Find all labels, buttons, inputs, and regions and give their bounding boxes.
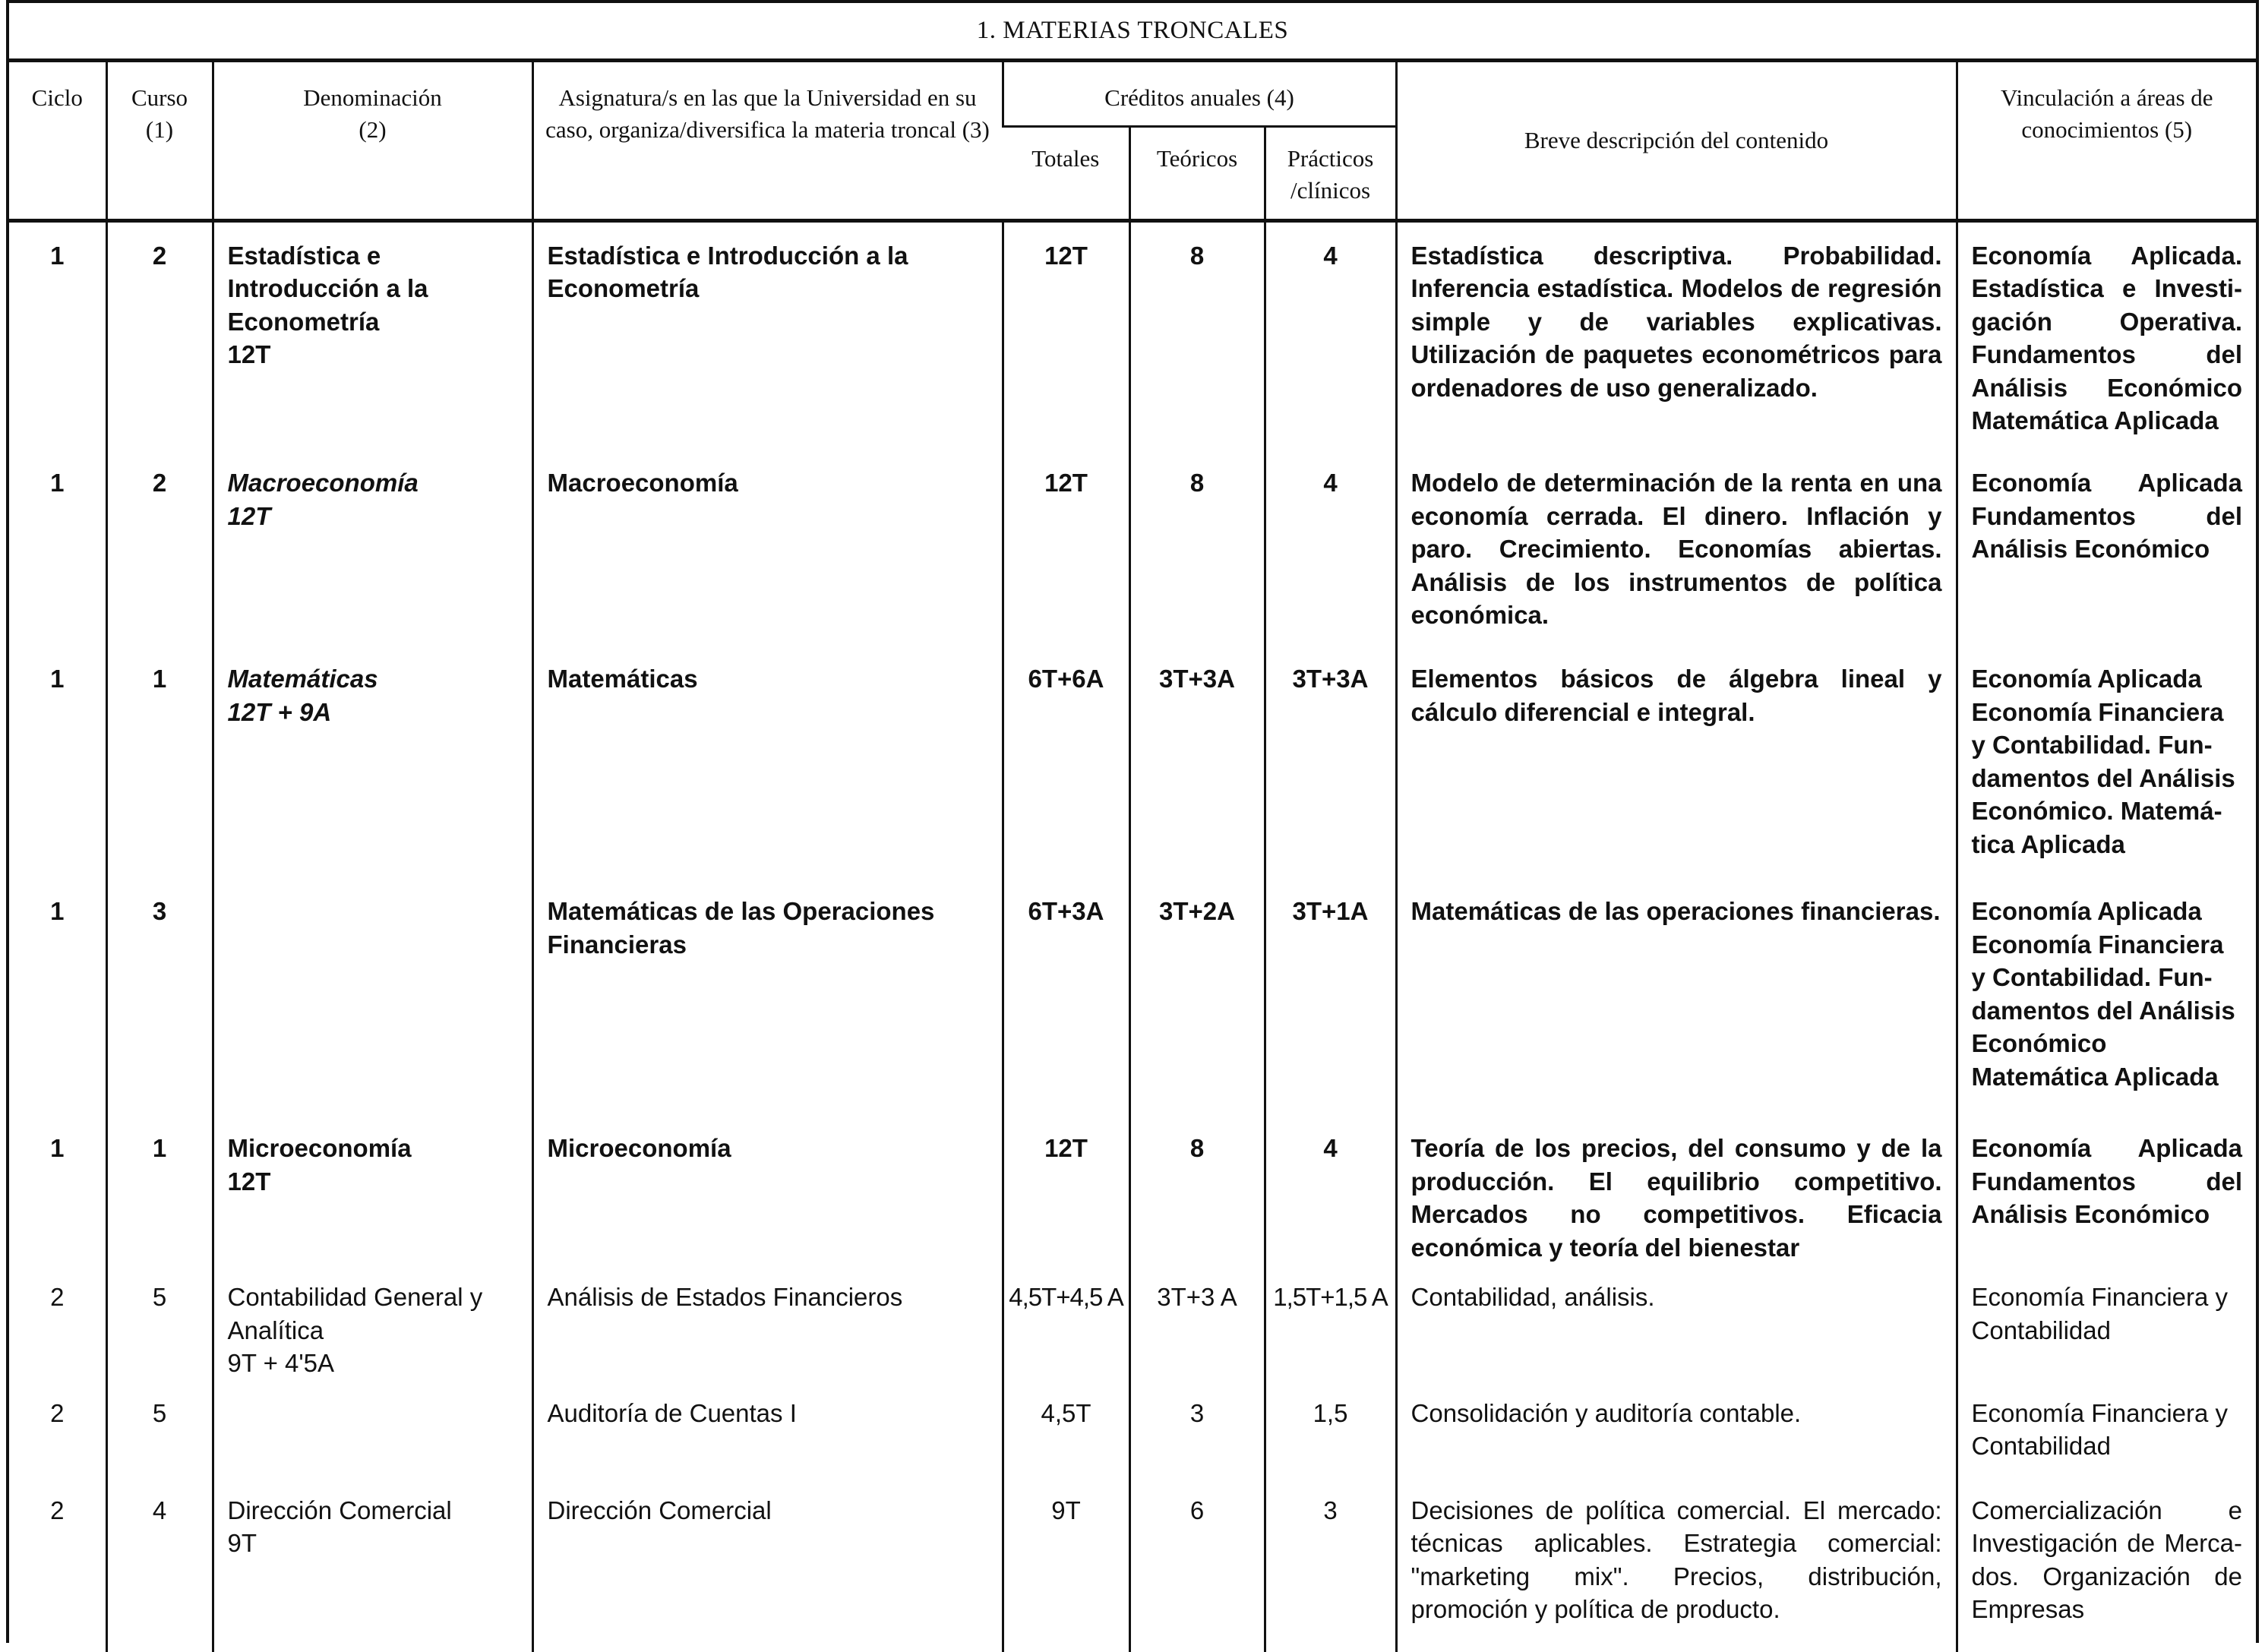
cell-teoricos: 8	[1129, 220, 1265, 450]
cell-vinculacion: Economía Aplicada Economía Financiera y Contabilidad. Fun-damentos del Análisis Económico. Matemá-tica Aplicada	[1957, 646, 2256, 878]
cell-ciclo: 1	[50, 665, 65, 693]
cell-descripcion: Decisiones de política comercial. El mercado: técnicas aplicables. Estrategia comercial: "marketing mix". Precios, distribución, promoción y política de producto.	[1396, 1477, 1957, 1652]
cell-practicos: 4	[1265, 220, 1396, 450]
cell-totales: 6T+6A	[1003, 646, 1129, 878]
cell-asignatura: Dirección Comercial	[532, 1477, 1003, 1652]
cell-ciclo: 2	[50, 1398, 65, 1427]
cell-descripcion: Matemáticas de las operaciones financieras.	[1396, 878, 1957, 1115]
table-row	[9, 878, 2256, 1115]
cell-practicos: 3T+3A	[1265, 646, 1396, 878]
cell-vinculacion: Economía Aplicada. Estadística e Investi-gación Operativa. Fundamentos del Análisis Económico Matemática Aplicada	[1957, 220, 2256, 450]
cell-totales: 12T	[1003, 1115, 1129, 1264]
cell-teoricos: 8	[1129, 450, 1265, 646]
document-sheet	[6, 0, 2259, 1643]
header-ciclo: Ciclo	[9, 62, 106, 220]
cell-asignatura: Estadística e Introducción a la Econometría	[532, 220, 1003, 450]
cell-totales: 12T	[1003, 450, 1129, 646]
cell-ciclo: 1	[50, 1134, 65, 1162]
cell-denominacion: Macroeconomía 12T	[213, 450, 532, 646]
cell-asignatura: Microeconomía	[532, 1115, 1003, 1264]
cell-ciclo: 2	[50, 1496, 65, 1524]
table-body	[9, 220, 2256, 1652]
header-denominacion: Denominación (2)	[213, 62, 532, 220]
cell-asignatura: Matemáticas	[532, 646, 1003, 878]
cell-denominacion: Microeconomía 12T	[213, 1115, 532, 1264]
cell-asignatura: Análisis de Estados Financieros	[532, 1264, 1003, 1380]
materias-troncales-table	[9, 62, 2256, 1652]
cell-ciclo: 1	[50, 241, 65, 270]
header-creditos-anuales: Créditos anuales (4)	[1003, 62, 1396, 126]
cell-curso: 3	[106, 878, 213, 1115]
cell-ciclo: 1	[50, 897, 65, 925]
table-row	[9, 450, 2256, 646]
cell-teoricos: 8	[1129, 1115, 1265, 1264]
cell-teoricos: 6	[1129, 1477, 1265, 1652]
table-row	[9, 646, 2256, 878]
cell-ciclo: 2	[50, 1283, 65, 1311]
cell-descripcion: Estadística descriptiva. Probabilidad. Inferencia estadística. Modelos de regresión simple y de variables explicativas. Utilización de paquetes econométricos para ordenadores de uso generalizado.	[1396, 220, 1957, 450]
header-descripcion: Breve descripción del contenido	[1396, 62, 1957, 220]
header-curso: Curso (1)	[106, 62, 213, 220]
cell-totales: 6T+3A	[1003, 878, 1129, 1115]
cell-descripcion: Contabilidad, análisis.	[1396, 1264, 1957, 1380]
cell-asignatura: Macroeconomía	[532, 450, 1003, 646]
cell-denominacion	[213, 878, 532, 1115]
cell-vinculacion: Comercialización e Investigación de Merca-dos. Organización de Empresas	[1957, 1477, 2256, 1652]
cell-practicos: 3	[1265, 1477, 1396, 1652]
cell-curso: 4	[106, 1477, 213, 1652]
cell-practicos: 4	[1265, 1115, 1396, 1264]
cell-denominacion: Dirección Comercial 9T	[213, 1477, 532, 1652]
cell-asignatura: Auditoría de Cuentas I	[532, 1380, 1003, 1477]
cell-descripcion: Teoría de los precios, del consumo y de la producción. El equilibrio competitivo. Mercados no competitivos. Eficacia económica y teoría del bienestar	[1396, 1115, 1957, 1264]
cell-totales: 4,5T	[1003, 1380, 1129, 1477]
cell-descripcion: Modelo de determinación de la renta en una economía cerrada. El dinero. Inflación y paro. Crecimiento. Economías abiertas. Análisis de los instrumentos de política económica.	[1396, 450, 1957, 646]
table-row	[9, 1115, 2256, 1264]
cell-practicos: 4	[1265, 450, 1396, 646]
header-vinculacion: Vinculación a áreas de conocimientos (5)	[1957, 62, 2256, 220]
cell-practicos: 1,5	[1265, 1380, 1396, 1477]
cell-curso: 2	[106, 450, 213, 646]
table-row	[9, 1380, 2256, 1477]
cell-vinculacion: Economía Aplicada Economía Financiera y Contabilidad. Fun-damentos del Análisis Económico Matemática Aplicada	[1957, 878, 2256, 1115]
cell-teoricos: 3	[1129, 1380, 1265, 1477]
cell-ciclo: 1	[50, 469, 65, 497]
cell-curso: 5	[106, 1264, 213, 1380]
cell-curso: 1	[106, 646, 213, 878]
cell-denominacion: Contabilidad General y Analítica 9T + 4'5A	[213, 1264, 532, 1380]
table-row	[9, 1477, 2256, 1652]
cell-totales: 12T	[1003, 220, 1129, 450]
header-teoricos: Teóricos	[1129, 126, 1265, 220]
cell-denominacion: Estadística e Introducción a la Econometría 12T	[213, 220, 532, 450]
cell-curso: 2	[106, 220, 213, 450]
cell-denominacion	[213, 1380, 532, 1477]
cell-totales: 9T	[1003, 1477, 1129, 1652]
cell-teoricos: 3T+3A	[1129, 646, 1265, 878]
cell-practicos: 1,5T+1,5 A	[1265, 1264, 1396, 1380]
table-header	[9, 62, 2256, 220]
cell-totales: 4,5T+4,5 A	[1003, 1264, 1129, 1380]
cell-teoricos: 3T+3 A	[1129, 1264, 1265, 1380]
cell-vinculacion: Economía Aplicada Fundamentos del Análisis Económico	[1957, 1115, 2256, 1264]
cell-descripcion: Elementos básicos de álgebra lineal y cálculo diferencial e integral.	[1396, 646, 1957, 878]
header-totales: Totales	[1003, 126, 1129, 220]
cell-teoricos: 3T+2A	[1129, 878, 1265, 1115]
cell-curso: 5	[106, 1380, 213, 1477]
header-asignaturas: Asignatura/s en las que la Universidad en su caso, organiza/diversifica la materia troncal (3)	[532, 62, 1003, 220]
cell-asignatura: Matemáticas de las Operaciones Financieras	[532, 878, 1003, 1115]
page-title: 1. MATERIAS TRONCALES	[9, 3, 2256, 62]
cell-denominacion: Matemáticas 12T + 9A	[213, 646, 532, 878]
cell-vinculacion: Economía Financiera y Contabilidad	[1957, 1264, 2256, 1380]
header-practicos: Prácticos /clínicos	[1265, 126, 1396, 220]
cell-curso: 1	[106, 1115, 213, 1264]
table-row	[9, 220, 2256, 450]
cell-vinculacion: Economía Financiera y Contabilidad	[1957, 1380, 2256, 1477]
cell-vinculacion: Economía Aplicada Fundamentos del Análisis Económico	[1957, 450, 2256, 646]
cell-descripcion: Consolidación y auditoría contable.	[1396, 1380, 1957, 1477]
table-row	[9, 1264, 2256, 1380]
cell-practicos: 3T+1A	[1265, 878, 1396, 1115]
